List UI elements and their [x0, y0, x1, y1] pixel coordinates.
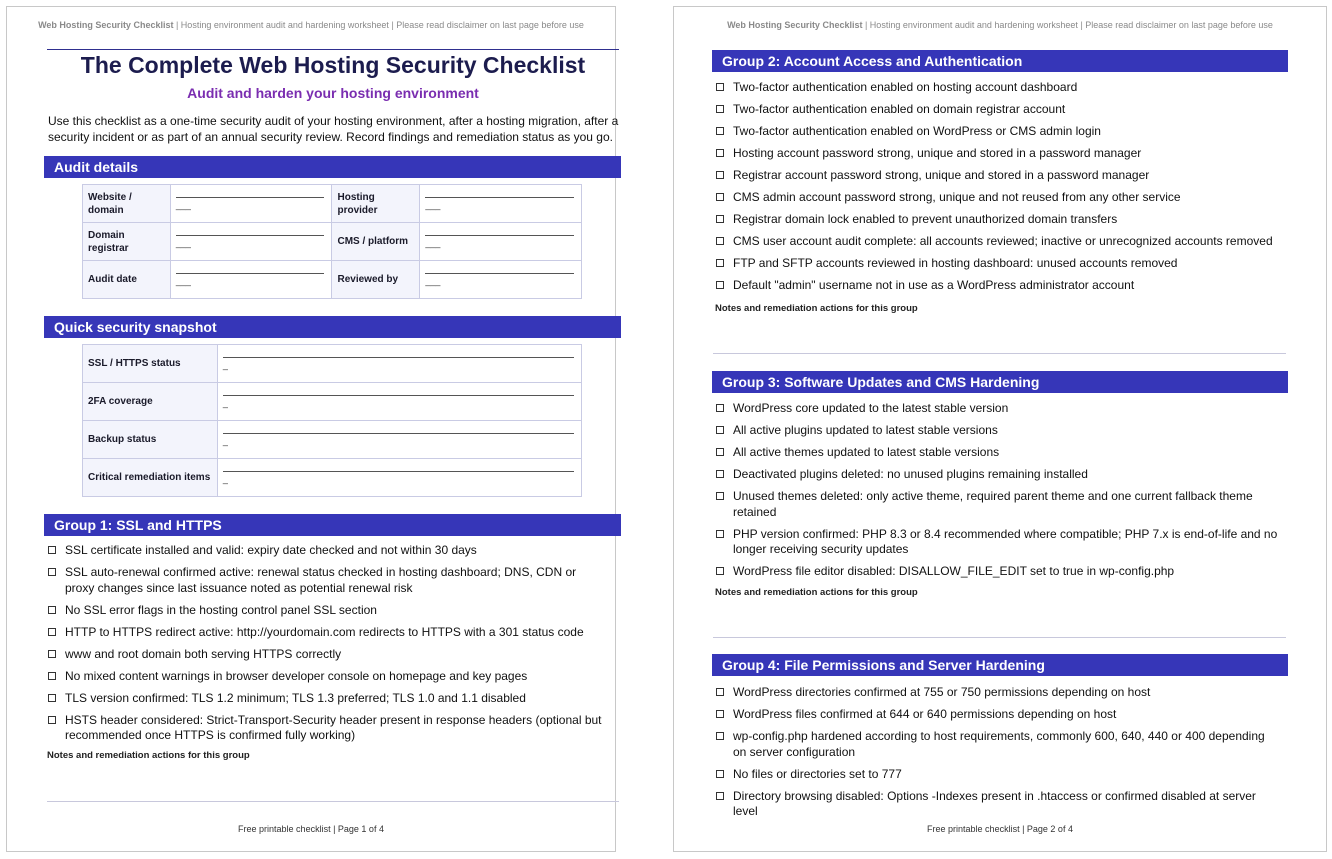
checkbox-icon[interactable]: [716, 259, 724, 267]
section-group-2: Group 2: Account Access and Authentication: [712, 50, 1288, 72]
checkbox-icon[interactable]: [716, 171, 724, 179]
field-backup-status[interactable]: _: [217, 421, 581, 459]
checklist-item[interactable]: SSL certificate installed and valid: expiry date checked and not within 30 days: [47, 543, 607, 559]
checklist-item[interactable]: PHP version confirmed: PHP 8.3 or 8.4 recommended where compatible; PHP 7.x is end-of-life and no longer receiving security updates: [715, 527, 1280, 558]
checklist-item[interactable]: HSTS header considered: Strict-Transport-Security header present in response headers (optional but recommended once HTTPS is confirmed fully working): [47, 713, 607, 744]
label-website-domain: Website / domain: [83, 185, 171, 223]
label-audit-date: Audit date: [83, 261, 171, 299]
checklist-item[interactable]: No SSL error flags in the hosting control panel SSL section: [47, 603, 607, 619]
title-rule: [47, 49, 619, 50]
field-audit-date[interactable]: ___: [170, 261, 332, 299]
checkbox-icon[interactable]: [48, 546, 56, 554]
checklist-item[interactable]: Deactivated plugins deleted: no unused plugins remaining installed: [715, 467, 1280, 483]
section-quick-snapshot: Quick security snapshot: [44, 316, 621, 338]
label-cms-platform: CMS / platform: [332, 223, 420, 261]
audit-row: [83, 223, 582, 261]
checkbox-icon[interactable]: [716, 770, 724, 778]
checkbox-icon[interactable]: [716, 448, 724, 456]
audit-row: [83, 185, 582, 223]
field-cms-platform[interactable]: ___: [420, 223, 582, 261]
checkbox-icon[interactable]: [48, 694, 56, 702]
checkbox-icon[interactable]: [716, 105, 724, 113]
checklist-item[interactable]: Registrar domain lock enabled to prevent unauthorized domain transfers: [715, 212, 1295, 228]
field-2fa-coverage[interactable]: _: [217, 383, 581, 421]
audit-details-table: [82, 184, 582, 299]
checklist-item[interactable]: www and root domain both serving HTTPS correctly: [47, 647, 607, 663]
field-reviewed-by[interactable]: ___: [420, 261, 582, 299]
checklist-item[interactable]: WordPress directories confirmed at 755 or 750 permissions depending on host: [715, 685, 1280, 701]
document-title: The Complete Web Hosting Security Checklist: [80, 52, 586, 78]
checkbox-icon[interactable]: [716, 404, 724, 412]
snapshot-table: [82, 344, 582, 497]
checklist-item[interactable]: All active plugins updated to latest stable versions: [715, 423, 1280, 439]
checkbox-icon[interactable]: [716, 237, 724, 245]
checklist-item[interactable]: Two-factor authentication enabled on domain registrar account: [715, 102, 1295, 118]
checkbox-icon[interactable]: [716, 732, 724, 740]
checkbox-icon[interactable]: [716, 530, 724, 538]
field-website-domain[interactable]: ___: [170, 185, 332, 223]
checkbox-icon[interactable]: [48, 672, 56, 680]
group-1-checklist: [47, 543, 607, 750]
checklist-item[interactable]: WordPress core updated to the latest stable version: [715, 401, 1280, 417]
checklist-item[interactable]: CMS admin account password strong, unique and not reused from any other service: [715, 190, 1295, 206]
section-group-3: Group 3: Software Updates and CMS Hardening: [712, 371, 1288, 393]
checklist-item[interactable]: No files or directories set to 777: [715, 767, 1280, 783]
page-footer: Free printable checklist | Page 2 of 4: [927, 824, 1073, 834]
label-reviewed-by: Reviewed by: [332, 261, 420, 299]
running-header: Web Hosting Security Checklist | Hosting environment audit and hardening worksheet | Please read disclaimer on last page before use: [727, 20, 1273, 30]
checkbox-icon[interactable]: [716, 688, 724, 696]
notes-label-group-1: Notes and remediation actions for this group: [47, 750, 250, 761]
checklist-item[interactable]: Hosting account password strong, unique and stored in a password manager: [715, 146, 1295, 162]
field-ssl-https-status[interactable]: _: [217, 345, 581, 383]
field-hosting-provider[interactable]: ___: [420, 185, 582, 223]
section-group-4: Group 4: File Permissions and Server Hardening: [712, 654, 1288, 676]
checkbox-icon[interactable]: [716, 193, 724, 201]
checklist-item[interactable]: SSL auto-renewal confirmed active: renewal status checked in hosting dashboard; DNS, CDN or proxy changes since last issuance noted as potential renewal risk: [47, 565, 607, 596]
page-2: [673, 6, 1327, 852]
label-ssl-https-status: SSL / HTTPS status: [83, 345, 218, 383]
notes-label-group-3: Notes and remediation actions for this group: [715, 587, 918, 598]
checkbox-icon[interactable]: [48, 606, 56, 614]
checklist-item[interactable]: Unused themes deleted: only active theme, required parent theme and one current fallback theme retained: [715, 489, 1280, 520]
checklist-item[interactable]: FTP and SFTP accounts reviewed in hosting dashboard: unused accounts removed: [715, 256, 1295, 272]
audit-row: [83, 261, 582, 299]
field-critical-remediation[interactable]: _: [217, 459, 581, 497]
checklist-item[interactable]: CMS user account audit complete: all accounts reviewed; inactive or unrecognized accounts removed: [715, 234, 1295, 250]
notes-label-group-2: Notes and remediation actions for this group: [715, 303, 918, 314]
field-domain-registrar[interactable]: ___: [170, 223, 332, 261]
section-audit-details: Audit details: [44, 156, 621, 178]
document-subtitle: Audit and harden your hosting environment: [187, 85, 479, 101]
checklist-item[interactable]: wp-config.php hardened according to host requirements, commonly 600, 640, 440 or 400 depending on server configuration: [715, 729, 1280, 760]
checklist-item[interactable]: Two-factor authentication enabled on hosting account dashboard: [715, 80, 1295, 96]
label-hosting-provider: Hosting provider: [332, 185, 420, 223]
page-1: [6, 6, 619, 852]
label-domain-registrar: Domain registrar: [83, 223, 171, 261]
checklist-item[interactable]: Default "admin" username not in use as a WordPress administrator account: [715, 278, 1295, 294]
checkbox-icon[interactable]: [48, 568, 56, 576]
group-4-checklist: [715, 685, 1280, 826]
checklist-item[interactable]: All active themes updated to latest stable versions: [715, 445, 1280, 461]
checkbox-icon[interactable]: [716, 127, 724, 135]
checklist-item[interactable]: WordPress files confirmed at 644 or 640 permissions depending on host: [715, 707, 1280, 723]
checkbox-icon[interactable]: [48, 650, 56, 658]
snapshot-row: [83, 459, 582, 497]
checklist-item[interactable]: HTTP to HTTPS redirect active: http://yourdomain.com redirects to HTTPS with a 301 status code: [47, 625, 607, 641]
checkbox-icon[interactable]: [716, 567, 724, 575]
snapshot-row: [83, 345, 582, 383]
checkbox-icon[interactable]: [48, 628, 56, 636]
group-2-checklist: [715, 80, 1295, 300]
checklist-item[interactable]: Directory browsing disabled: Options -Indexes present in .htaccess or confirmed disabled at server level: [715, 789, 1280, 820]
label-2fa-coverage: 2FA coverage: [83, 383, 218, 421]
checkbox-icon[interactable]: [716, 492, 724, 500]
checklist-item[interactable]: WordPress file editor disabled: DISALLOW_FILE_EDIT set to true in wp-config.php: [715, 564, 1280, 580]
checkbox-icon[interactable]: [716, 792, 724, 800]
notes-rule[interactable]: [713, 353, 1286, 354]
notes-rule[interactable]: [47, 801, 619, 802]
checkbox-icon[interactable]: [48, 716, 56, 724]
checkbox-icon[interactable]: [716, 470, 724, 478]
checklist-item[interactable]: Two-factor authentication enabled on WordPress or CMS admin login: [715, 124, 1295, 140]
snapshot-row: [83, 383, 582, 421]
section-group-1: Group 1: SSL and HTTPS: [44, 514, 621, 536]
checklist-item[interactable]: TLS version confirmed: TLS 1.2 minimum; TLS 1.3 preferred; TLS 1.0 and 1.1 disabled: [47, 691, 607, 707]
checklist-item[interactable]: Registrar account password strong, unique and stored in a password manager: [715, 168, 1295, 184]
label-critical-remediation: Critical remediation items: [83, 459, 218, 497]
checklist-item[interactable]: No mixed content warnings in browser developer console on homepage and key pages: [47, 669, 607, 685]
page-footer: Free printable checklist | Page 1 of 4: [238, 824, 384, 834]
checkbox-icon[interactable]: [716, 215, 724, 223]
intro-paragraph: Use this checklist as a one-time security audit of your hosting environment, after a hosting migration, after a security incident or as part of an annual security review. Record findings and remediation status as you go.: [48, 114, 619, 144]
checkbox-icon[interactable]: [716, 281, 724, 289]
checkbox-icon[interactable]: [716, 710, 724, 718]
notes-rule[interactable]: [713, 637, 1286, 638]
checkbox-icon[interactable]: [716, 426, 724, 434]
running-header: Web Hosting Security Checklist | Hosting environment audit and hardening worksheet | Please read disclaimer on last page before use: [38, 20, 584, 30]
group-3-checklist: [715, 401, 1280, 586]
checkbox-icon[interactable]: [716, 149, 724, 157]
label-backup-status: Backup status: [83, 421, 218, 459]
snapshot-row: [83, 421, 582, 459]
checkbox-icon[interactable]: [716, 83, 724, 91]
